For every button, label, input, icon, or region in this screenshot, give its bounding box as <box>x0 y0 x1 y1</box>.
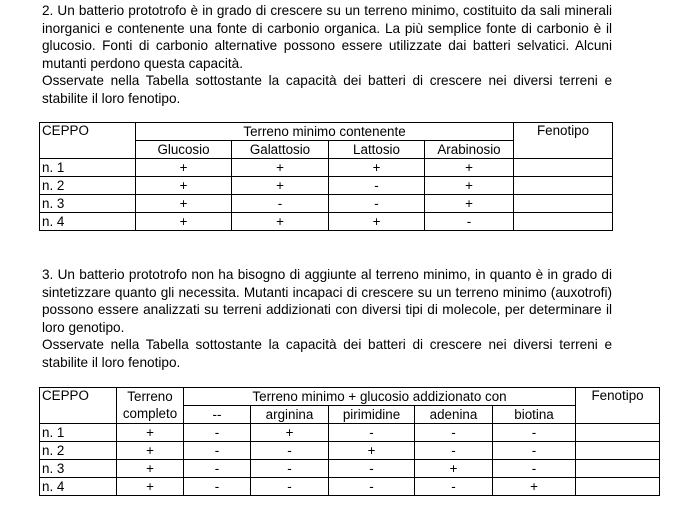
growth-cell: - <box>184 424 251 442</box>
complete-medium-cell: + <box>117 478 184 496</box>
subheader-none: -- <box>184 406 251 424</box>
table-row <box>40 478 660 496</box>
strain-cell: n. 2 <box>40 177 136 195</box>
phenotype-cell[interactable] <box>576 478 660 496</box>
growth-cell: - <box>493 460 576 478</box>
growth-cell: - <box>251 478 329 496</box>
section3-paragraph-2: Osservate nella Tabella sottostante la capacità dei batteri di crescere nei diversi terreni e stabilite il loro fenotipo. <box>42 337 612 370</box>
growth-cell: + <box>136 177 232 195</box>
growth-cell: + <box>329 159 425 177</box>
growth-cell: + <box>232 213 329 231</box>
complete-medium-cell: + <box>117 424 184 442</box>
growth-cell: - <box>184 478 251 496</box>
table-row <box>40 213 613 231</box>
section3-paragraph-1: 3. Un batterio prototrofo non ha bisogno di aggiunte al terreno minimo, in quanto è in grado di sintetizzare quanto gli necessita. Mutanti incapaci di crescere su un terreno minimo (auxotrofi) possono essere analizzati su terreni addizionati con diversi tipi di molecole, per determinare il loro genotipo. <box>42 267 612 335</box>
subheader-lattosio: Lattosio <box>329 141 425 159</box>
section3-text <box>42 266 612 372</box>
growth-cell: + <box>329 213 425 231</box>
growth-cell: - <box>184 460 251 478</box>
growth-cell: + <box>425 177 514 195</box>
header-ceppo: CEPPO <box>40 123 136 159</box>
table-row <box>40 460 660 478</box>
growth-cell: - <box>329 478 415 496</box>
subheader-biotina: biotina <box>493 406 576 424</box>
table-row <box>40 195 613 213</box>
header-group: Terreno minimo + glucosio addizionato con <box>184 388 576 406</box>
header-fenotipo: Fenotipo <box>576 388 660 424</box>
growth-cell: - <box>184 442 251 460</box>
strain-cell: n. 1 <box>40 424 117 442</box>
header-terreno-line1: Terreno <box>117 388 184 406</box>
header-fenotipo: Fenotipo <box>514 123 613 159</box>
phenotype-cell[interactable] <box>514 159 613 177</box>
subheader-pirimidine: pirimidine <box>329 406 415 424</box>
growth-cell: + <box>136 195 232 213</box>
growth-cell: + <box>415 460 493 478</box>
section2-paragraph-2: Osservate nella Tabella sottostante la capacità dei batteri di crescere nei diversi terreni e stabilite il loro fenotipo. <box>42 73 612 106</box>
table-row <box>40 424 660 442</box>
phenotype-cell[interactable] <box>576 424 660 442</box>
table-row <box>40 159 613 177</box>
growth-cell: - <box>329 177 425 195</box>
phenotype-cell[interactable] <box>576 442 660 460</box>
subheader-arabinosio: Arabinosio <box>425 141 514 159</box>
complete-medium-cell: + <box>117 442 184 460</box>
growth-cell: - <box>232 195 329 213</box>
strain-cell: n. 1 <box>40 159 136 177</box>
subheader-adenina: adenina <box>415 406 493 424</box>
phenotype-cell[interactable] <box>514 177 613 195</box>
growth-cell: + <box>329 442 415 460</box>
growth-cell: - <box>493 442 576 460</box>
growth-cell: + <box>232 159 329 177</box>
strain-cell: n. 4 <box>40 478 117 496</box>
table-row <box>40 442 660 460</box>
growth-cell: - <box>251 460 329 478</box>
phenotype-cell[interactable] <box>576 460 660 478</box>
complete-medium-cell: + <box>117 460 184 478</box>
header-terreno-line2: completo <box>117 406 184 424</box>
subheader-arginina: arginina <box>251 406 329 424</box>
growth-cell: - <box>329 460 415 478</box>
growth-cell: + <box>136 159 232 177</box>
growth-cell: + <box>136 213 232 231</box>
strain-cell: n. 3 <box>40 460 117 478</box>
growth-cell: + <box>493 478 576 496</box>
growth-cell: - <box>415 424 493 442</box>
growth-cell: - <box>251 442 329 460</box>
table-supplements <box>39 387 660 496</box>
strain-cell: n. 4 <box>40 213 136 231</box>
growth-cell: + <box>425 195 514 213</box>
strain-cell: n. 2 <box>40 442 117 460</box>
section2-text <box>42 2 612 108</box>
growth-cell: - <box>415 442 493 460</box>
growth-cell: + <box>425 159 514 177</box>
growth-cell: - <box>493 424 576 442</box>
subheader-galattosio: Galattosio <box>232 141 329 159</box>
section2-paragraph-1: 2. Un batterio prototrofo è in grado di crescere su un terreno minimo, costituito da sali minerali inorganici e contenente una fonte di carbonio organica. La più semplice fonte di carbonio è il glucosio. Fonti di carbonio alternative possono essere utilizzate dai batteri selvatici. Alcuni mutanti perdono questa capacità. <box>42 3 612 71</box>
growth-cell: - <box>329 424 415 442</box>
header-ceppo: CEPPO <box>40 388 117 424</box>
growth-cell: - <box>415 478 493 496</box>
phenotype-cell[interactable] <box>514 213 613 231</box>
growth-cell: + <box>232 177 329 195</box>
growth-cell: + <box>251 424 329 442</box>
table-carbon-sources <box>39 122 613 231</box>
growth-cell: - <box>425 213 514 231</box>
subheader-glucosio: Glucosio <box>136 141 232 159</box>
phenotype-cell[interactable] <box>514 195 613 213</box>
table-row <box>40 177 613 195</box>
header-group: Terreno minimo contenente <box>136 123 514 141</box>
strain-cell: n. 3 <box>40 195 136 213</box>
growth-cell: - <box>329 195 425 213</box>
